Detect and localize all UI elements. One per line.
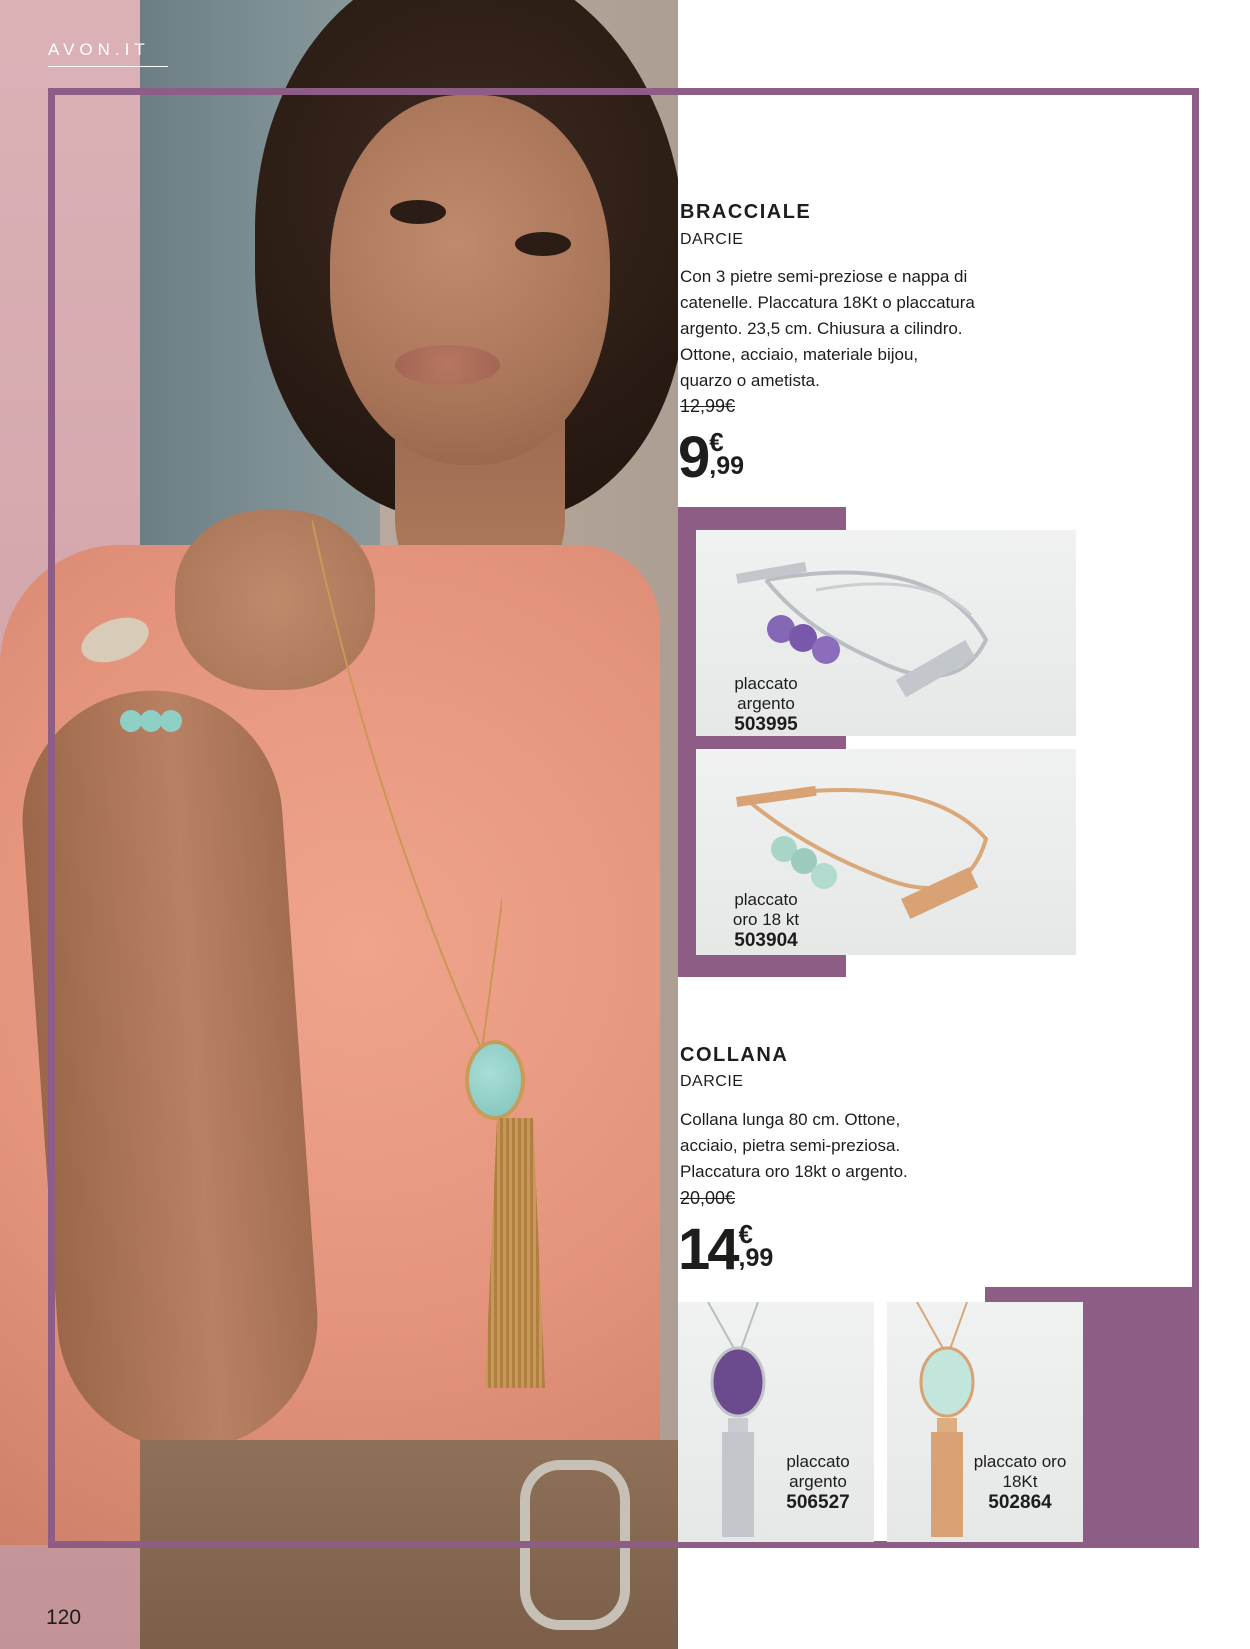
variant-code: 506527 bbox=[786, 1492, 850, 1513]
product-subtitle-necklace: DARCIE bbox=[680, 1073, 744, 1090]
variant-code: 503904 bbox=[734, 930, 798, 951]
product-subtitle-bracelet: DARCIE bbox=[680, 231, 744, 248]
product-description-necklace: Collana lunga 80 cm. Ottone, acciaio, pietra semi-preziosa. Placcatura oro 18kt o argento. bbox=[680, 1110, 908, 1181]
old-price-bracelet: 12,99€ bbox=[680, 396, 736, 416]
variant-card-silver-necklace[interactable] bbox=[678, 1302, 874, 1542]
product-title-necklace: COLLANA bbox=[680, 1044, 789, 1066]
price-integer: 14 bbox=[678, 1217, 737, 1282]
variant-card-gold-bracelet[interactable] bbox=[696, 749, 1076, 955]
brand-underline bbox=[48, 66, 168, 67]
price-bracelet bbox=[678, 425, 745, 490]
variant-code: 503995 bbox=[734, 714, 798, 735]
price-integer: 9 bbox=[678, 425, 708, 490]
variant-card-gold-necklace[interactable] bbox=[887, 1302, 1083, 1542]
variant-code: 502864 bbox=[988, 1492, 1052, 1513]
price-necklace bbox=[678, 1217, 774, 1282]
variant-label: placcato argento bbox=[734, 674, 798, 713]
variant-label: placcato argento bbox=[786, 1452, 850, 1491]
price-decimals: ,99 bbox=[709, 452, 745, 480]
product-description-bracelet: Con 3 pietre semi-preziose e nappa di catenelle. Placcatura 18Kt o placcatura argento. 23,5 cm. Chiusura a cilindro. Ottone, acciaio, materiale bijou, quarzo o ametista. bbox=[680, 267, 975, 390]
variant-label: placcato oro 18 kt bbox=[732, 890, 800, 929]
brand-label: AVON.IT bbox=[48, 40, 150, 59]
page-number: 120 bbox=[46, 1606, 82, 1629]
currency-symbol: € bbox=[709, 427, 724, 457]
product-title-bracelet: BRACCIALE bbox=[680, 201, 812, 223]
variant-card-silver-bracelet[interactable] bbox=[696, 530, 1076, 736]
old-price-necklace: 20,00€ bbox=[680, 1188, 736, 1208]
variant-label: placcato oro 18Kt bbox=[973, 1452, 1067, 1491]
price-decimals: ,99 bbox=[738, 1244, 774, 1272]
currency-symbol: € bbox=[738, 1219, 753, 1249]
